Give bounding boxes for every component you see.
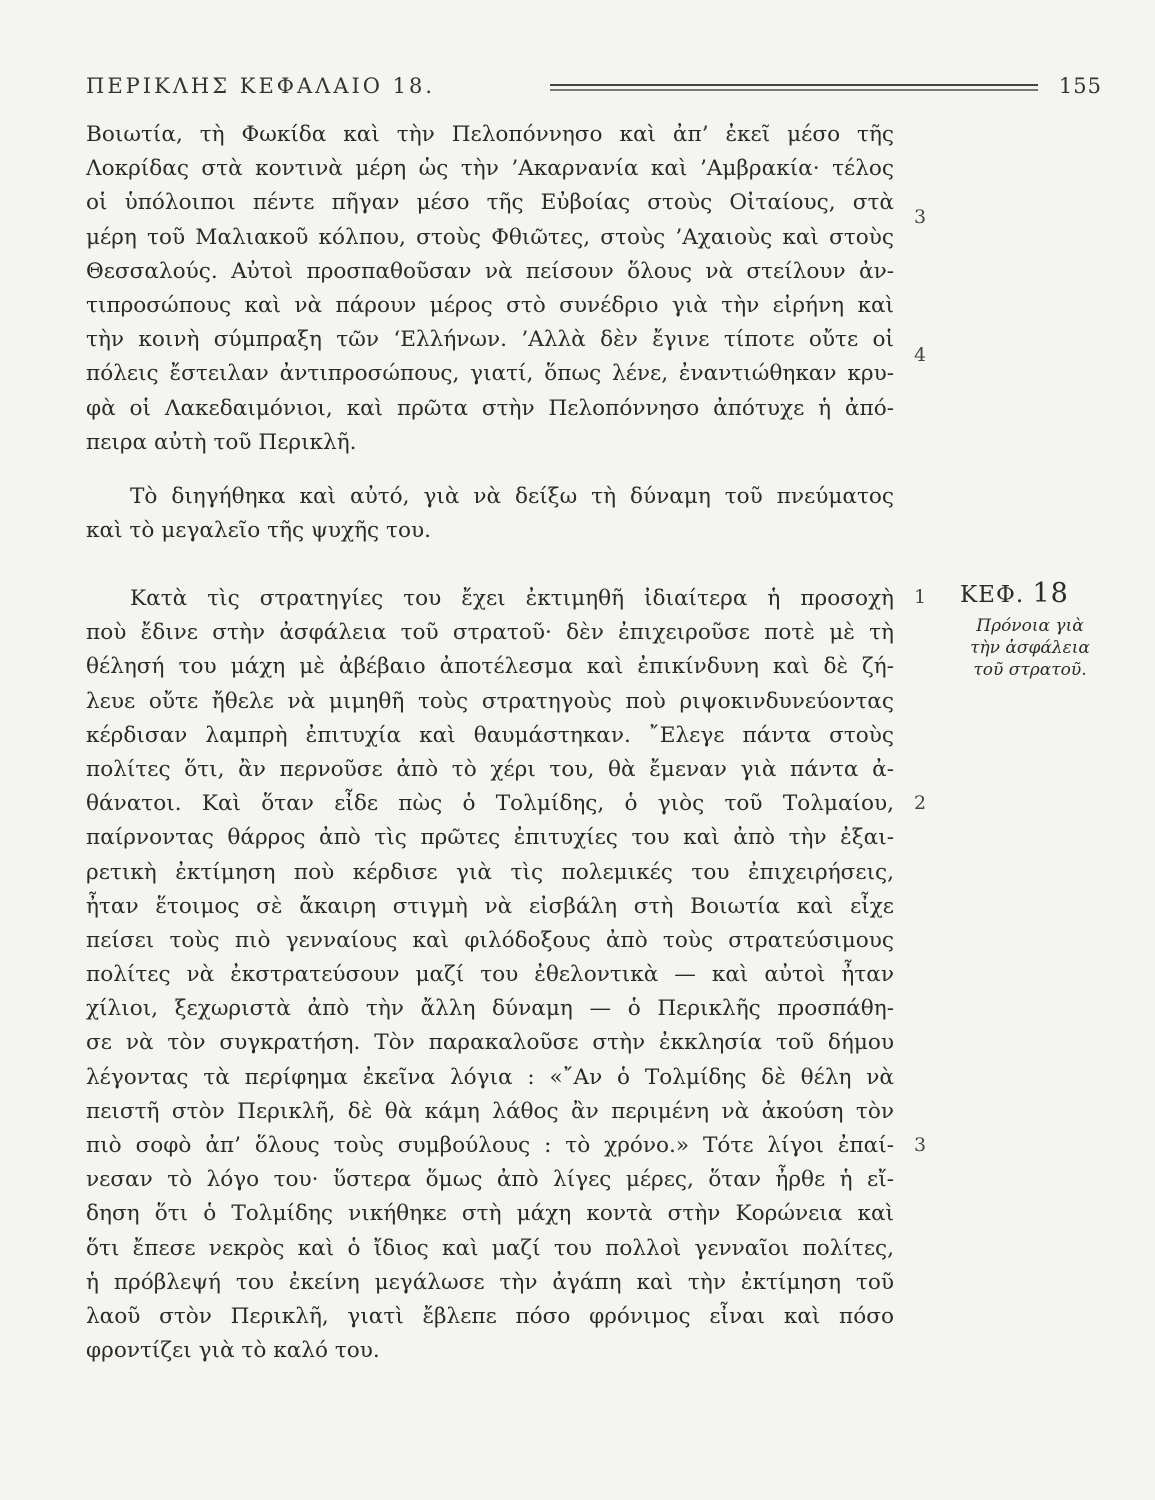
- text-line: καὶ τὸ μεγαλεῖο τῆς ψυχῆς του.: [86, 518, 431, 544]
- text-line: πολίτες νὰ ἐκστρατεύσουν μαζί του ἐθελοντικὰ — καὶ αὐτοὶ ἦταν: [86, 962, 894, 988]
- text-line: νεσαν τὸ λόγο του· ὕστερα ὅμως ἀπὸ λίγες μέρες, ὅταν ἦρθε ἡ εἴ-: [86, 1167, 894, 1193]
- text-line: ἡ πρόβλεψή του ἐκείνη μεγάλωσε τὴν ἀγάπη καὶ τὴν ἐκτίμηση τοῦ: [86, 1269, 894, 1295]
- sidenote-title-line: Πρόνοια γιὰ: [976, 616, 1084, 636]
- text-line: Τὸ διηγήθηκα καὶ αὐτό, γιὰ νὰ δείξω τὴ δύναμη τοῦ πνεύματος: [130, 484, 894, 509]
- sidenote-title-line: τοῦ στρατοῦ.: [973, 660, 1087, 680]
- text-line: πειρα αὐτὴ τοῦ Περικλῆ.: [86, 429, 357, 455]
- margin-section-number: 1: [913, 586, 927, 608]
- text-line: μέρη τοῦ Μαλιακοῦ κόλπου, στοὺς Φθιῶτες, στοὺς ’Αχαιοὺς καὶ στοὺς: [86, 224, 894, 250]
- sidenote-title: [960, 615, 1100, 681]
- text-line: τὴν κοινὴ σύμπραξη τῶν ‘Ελλήνων. ’Αλλὰ δὲν ἔγινε τίποτε οὔτε οἱ: [86, 327, 894, 353]
- paragraph-1: [86, 118, 894, 460]
- text-line: πείσει τοὺς πιὸ γενναίους καὶ φιλόδοξους ἀπὸ τοὺς στρατεύσιμους: [86, 927, 894, 953]
- text-line: ποὺ ἔδινε στὴν ἀσφάλεια τοῦ στρατοῦ· δὲν ἐπιχειροῦσε ποτὲ μὲ τὴ: [86, 620, 894, 646]
- text-line: πιὸ σοφὸ ἀπ’ ὅλους τοὺς συμβούλους : τὸ χρόνο.» Τότε λίγοι ἐπαί-: [86, 1133, 894, 1158]
- text-line: θάνατοι. Καὶ ὅταν εἶδε πὼς ὁ Τολμίδης, ὁ γιὸς τοῦ Τολμαίου,: [86, 791, 894, 817]
- text-line: φροντίζει γιὰ τὸ καλό του.: [86, 1338, 380, 1364]
- text-line: πολίτες ὅτι, ἂν περνοῦσε ἀπὸ τὸ χέρι του, θὰ ἔμεναν γιὰ πάντα ἀ-: [86, 756, 894, 782]
- text-line: λέγοντας τὰ περίφημα ἐκεῖνα λόγια : «῎Αν ὁ Τολμίδης δὲ θέλη νὰ: [86, 1064, 894, 1090]
- chapter-label-text: ΚΕΦ.: [960, 582, 1025, 608]
- text-line: ἦταν ἕτοιμος σὲ ἄκαιρη στιγμὴ νὰ εἰσβάλη στὴ Βοιωτία καὶ εἶχε: [86, 893, 894, 919]
- text-line: λαοῦ στὸν Περικλῆ, γιατὶ ἔβλεπε πόσο φρόνιμος εἶναι καὶ πόσο: [86, 1303, 894, 1329]
- running-header: [86, 70, 1102, 110]
- text-line: Λοκρίδας στὰ κοντινὰ μέρη ὡς τὴν ’Ακαρνανία καὶ ’Αμβρακία· τέλος: [86, 156, 894, 182]
- text-line: οἱ ὑπόλοιποι πέντε πῆγαν μέσο τῆς Εὐβοίας στοὺς Οἰταίους, στὰ: [86, 190, 894, 216]
- margin-section-number: 3: [913, 206, 927, 228]
- chapter-label: [960, 578, 1110, 609]
- chapter-number: 18: [1032, 578, 1069, 609]
- running-title: ΠΕΡΙΚΛΗΣ ΚΕΦΑΛΑΙΟ 18.: [86, 74, 436, 98]
- text-line: χίλιοι, ξεχωριστὰ ἀπὸ τὴν ἄλλη δύναμη — ὁ Περικλῆς προσπάθη-: [86, 996, 894, 1022]
- text-line: λευε οὔτε ἤθελε νὰ μιμηθῆ τοὺς στρατηγοὺς ποὺ ριψοκινδυνεύοντας: [86, 688, 894, 714]
- text-line: κέρδισαν λαμπρὴ ἐπιτυχία καὶ θαυμάστηκαν. ῎Ελεγε πάντα στοὺς: [86, 722, 894, 748]
- text-line: τιπροσώπους καὶ νὰ πάρουν μέρος στὸ συνέδριο γιὰ τὴν εἰρήνη καὶ: [86, 292, 894, 318]
- text-line: θέλησή του μάχη μὲ ἀβέβαιο ἀποτέλεσμα καὶ ἐπικίνδυνη καὶ δὲ ζή-: [86, 654, 894, 680]
- margin-section-number: 4: [913, 344, 927, 366]
- margin-section-number: 2: [913, 792, 927, 814]
- sidenote-title-line: τὴν ἀσφάλεια: [970, 638, 1090, 658]
- chapter-sidenote: [960, 578, 1110, 681]
- header-rule: [550, 84, 1038, 91]
- text-line: δηση ὅτι ὁ Τολμίδης νικήθηκε στὴ μάχη κοντὰ στὴν Κορώνεια καὶ: [86, 1201, 894, 1227]
- margin-section-number: 3: [913, 1134, 927, 1156]
- paragraph-2: [86, 480, 894, 548]
- text-line: Θεσσαλούς. Αὐτοὶ προσπαθοῦσαν νὰ πείσουν ὅλους νὰ στείλουν ἀν-: [86, 258, 894, 284]
- text-line: σε νὰ τὸν συγκρατήση. Τὸν παρακαλοῦσε στὴν ἐκκλησία τοῦ δήμου: [86, 1030, 894, 1056]
- text-line: πειστῆ στὸν Περικλῆ, δὲ θὰ κάμη λάθος ἂν περιμένη νὰ ἀκούση τὸν: [86, 1098, 894, 1124]
- page-number: 155: [1058, 74, 1102, 98]
- text-line: Βοιωτία, τὴ Φωκίδα καὶ τὴν Πελοπόννησο καὶ ἀπ’ ἐκεῖ μέσο τῆς: [86, 122, 894, 147]
- text-line: φὰ οἱ Λακεδαιμόνιοι, καὶ πρῶτα στὴν Πελοπόννησο ἀπότυχε ἡ ἀπό-: [86, 395, 894, 421]
- text-line: παίρνοντας θάρρος ἀπὸ τὶς πρῶτες ἐπιτυχίες του καὶ ἀπὸ τὴν ἐξαι-: [86, 825, 894, 851]
- text-line: πόλεις ἔστειλαν ἀντιπροσώπους, γιατί, ὅπως λένε, ἐναντιώθηκαν κρυ-: [86, 361, 894, 387]
- paragraph-3: [86, 582, 894, 1368]
- text-line: ὅτι ἔπεσε νεκρὸς καὶ ὁ ἴδιος καὶ μαζί του πολλοὶ γενναῖοι πολίτες,: [86, 1235, 894, 1261]
- text-line: Κατὰ τὶς στρατηγίες του ἔχει ἐκτιμηθῆ ἰδιαίτερα ἡ προσοχὴ: [130, 586, 894, 611]
- text-line: ρετικὴ ἐκτίμηση ποὺ κέρδισε γιὰ τὶς πολεμικές του ἐπιχειρήσεις,: [86, 859, 894, 885]
